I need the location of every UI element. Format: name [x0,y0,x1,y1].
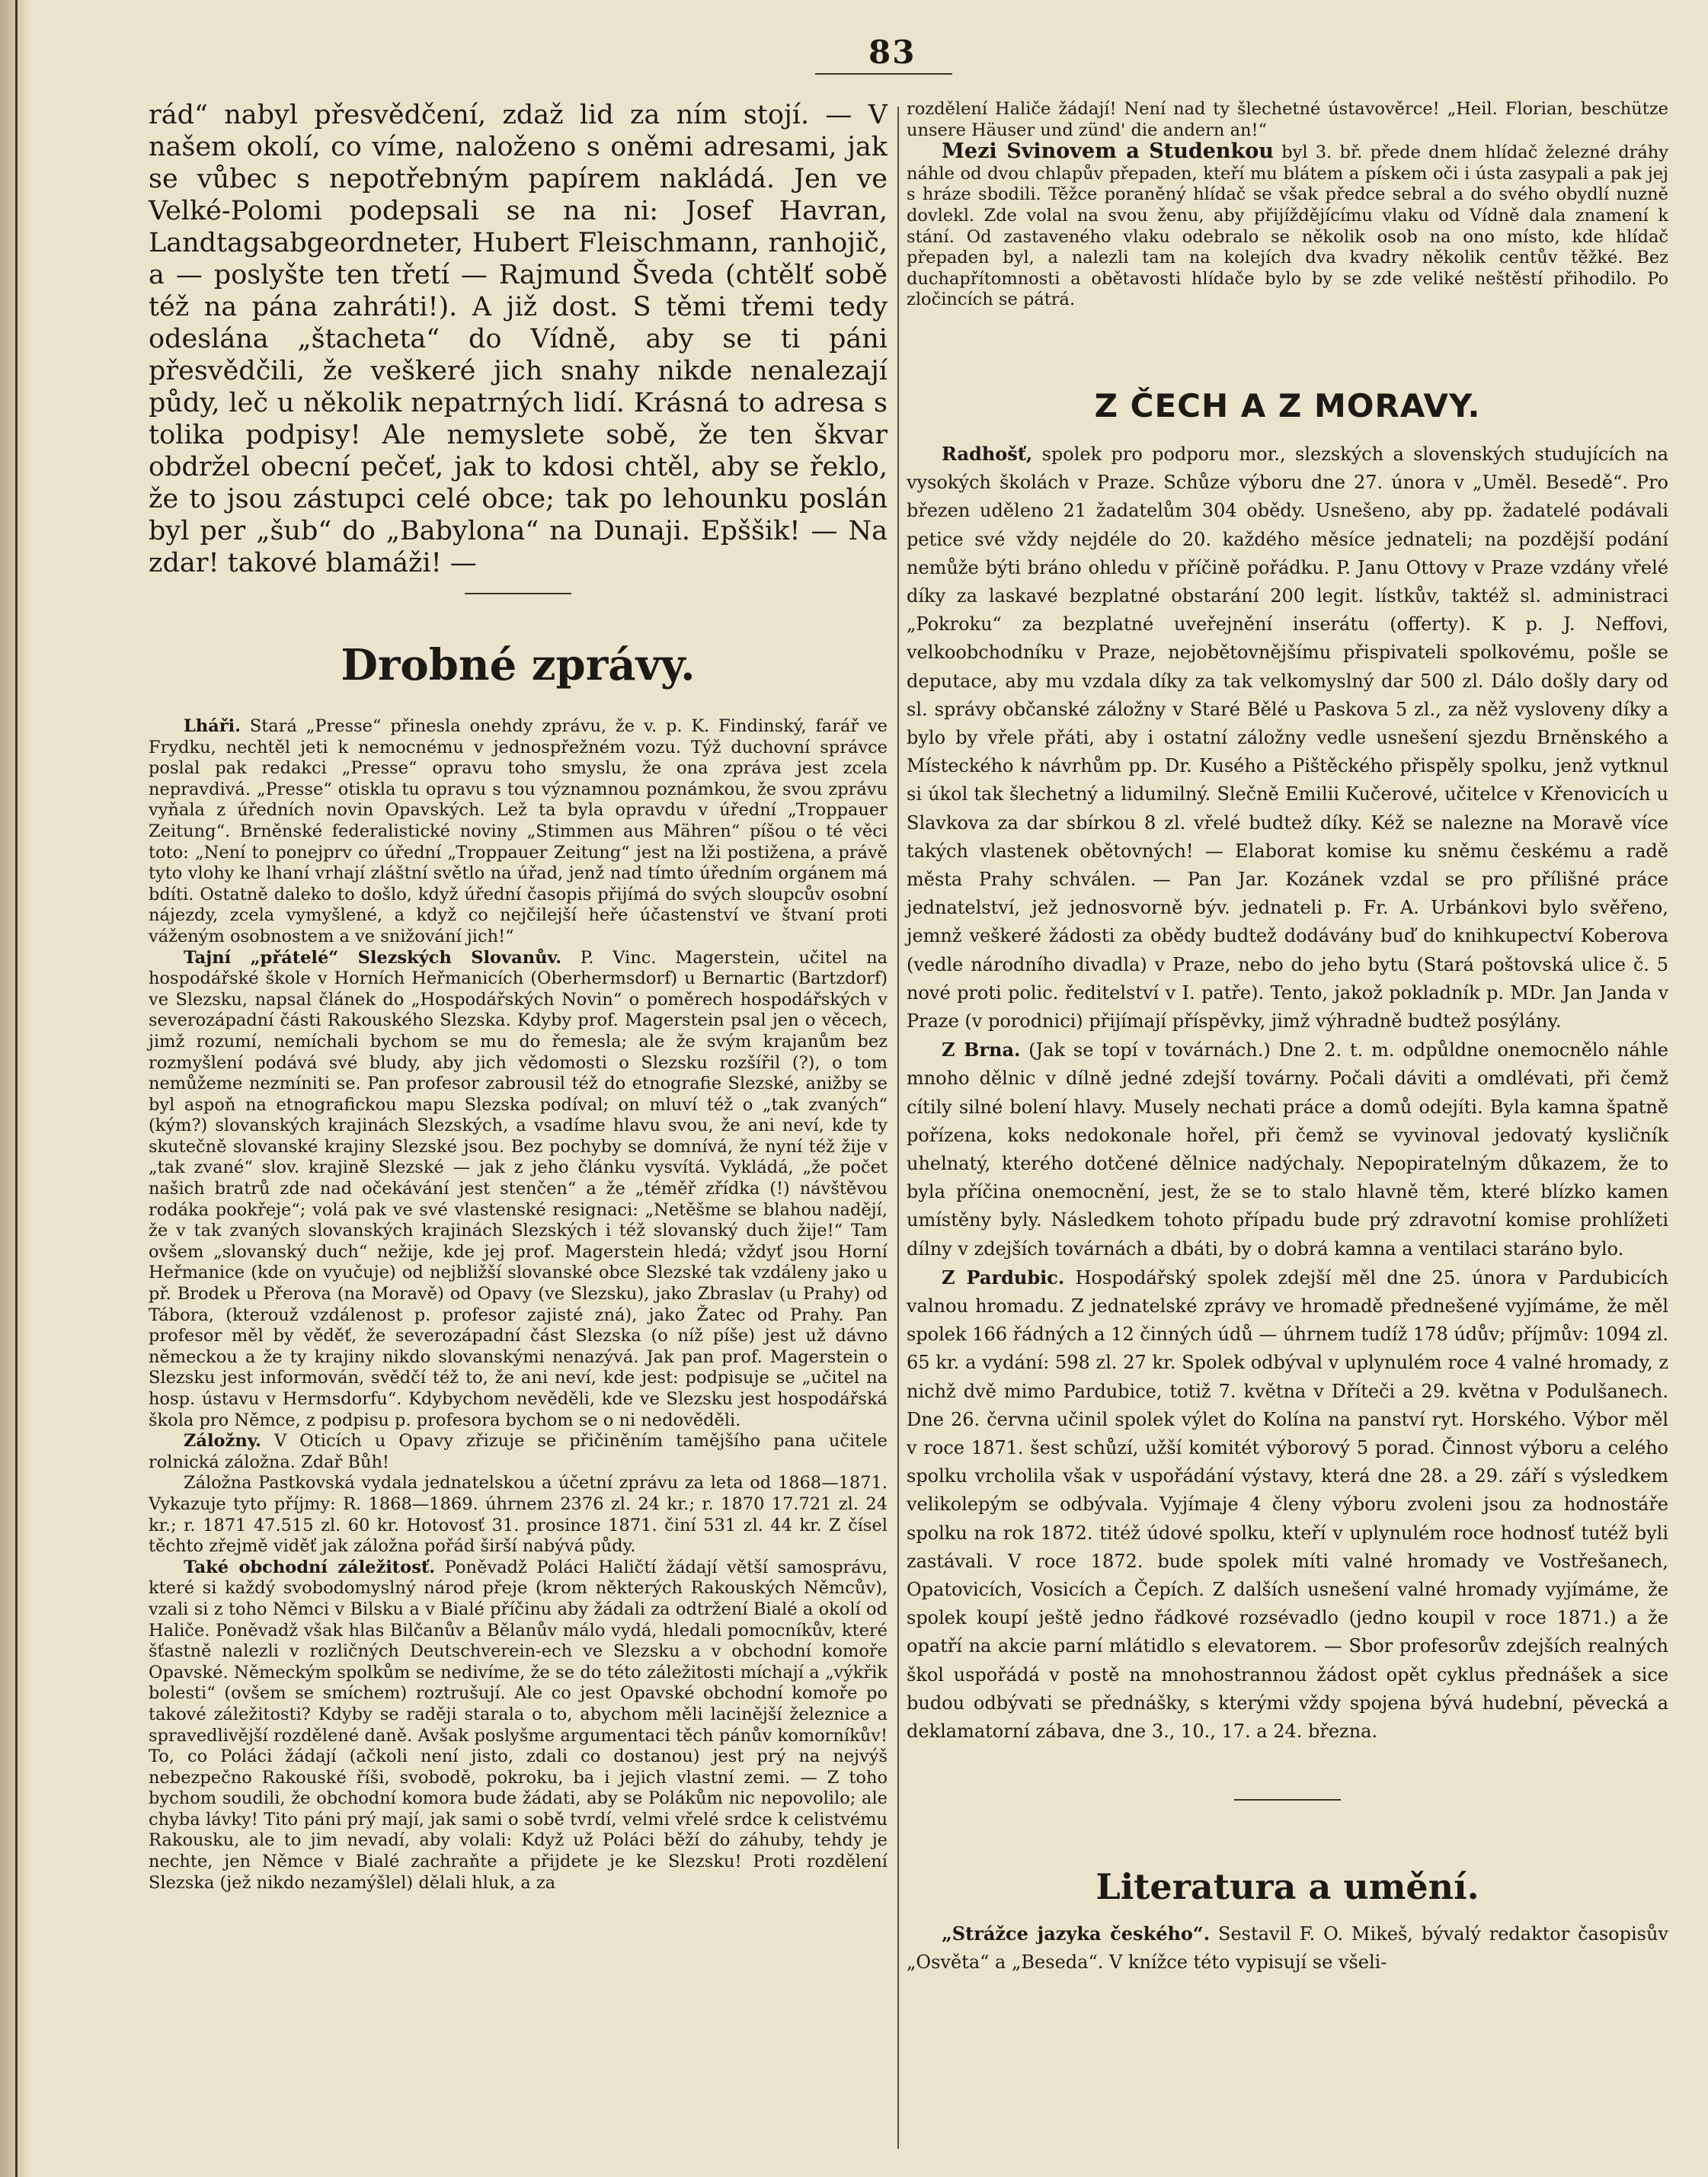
z-cech-body [907,440,1668,1746]
news-item-text: Hospodářský spolek zdejší měl dne 25. února v Pardubicích valnou hromadu. Z jednatelské zprávy ve hromadě přednešené vyjímáme, že měl spolek 166 řádných a 12 činných údů — úhrnem tudíž 178 údův; příjmův: 1094 zl. 65 kr. a vydání: 598 zl. 27 kr. Spolek odbýval v uplynulém roce 4 valné hromady, z nichž dvě mimo Pardubice, totiž 7. května v Dříteči a 29. května v Podulšanech. Dne 26. června učinil spolek výlet do Kolína na panství ryt. Horského. Výbor měl v roce 1871. šest schůzí, užší komitét výborový 5 porad. Činnost výboru a celého spolku vrcholila však v uspořádání výstavy, která dne 28. a 29. září s výsledkem velikolepým se odbývala. Vyjímaje 4 členy výboru zvoleni jsou za hodnostáře spolku na rok 1872. titéž údové spolku, kteří v uplynulém roce hodnosť tutéž byli zastávali. V roce 1872. bude spolek míti valné hromady ve Vostřešanech, Opatovicích, Vosicích a Čepích. Z dalších usnešení valné hromady vyjímáme, že spolek koupí ještě jedno řádkové rozsévadlo (jedno koupil v roce 1871.) a že opatří na akcie parní mlátidlo s elevatorem. — Sbor profesorův zdejších realných škol uspořádá v postě na mnohostrannou žádost opět cyklus přednášek a sice budou odbývati se přednášky, s kterými vždy spojena bývá hudební, pěvecká a deklamatorní zábava, dne 3., 10., 17. a 24. března. [907,1266,1668,1743]
section-heading-z-cech-a-z-moravy: Z ČECH A Z MORAVY. [1094,386,1481,424]
news-item-text: Stará „Presse“ přinesla onehdy zprávu, že v. p. K. Findinský, farář ve Frydku, nechtěl jeti k nemocnému v jednospřežném vozu. Týž duchovní správce poslal pak redakci „Presse“ opravu toho smyslu, že ona zpráva jest zcela nepravdivá. „Presse“ otiskla tu opravu s tou významnou poznámkou, že svou zprávu vyňala z úředních novin Opavských. Lež ta byla opravdu v úřední „Troppauer Zeitung“. Brněnské federalistické noviny „Stimmen aus Mähren“ píšou o té věci toto: „Není to ponejprv co úřední „Troppauer Zeitung“ jest na lži postižena, a právě tyto vlohy ke lhaní vrhají zláštní světlo na úřad, jenž nad tímto úředním orgánem má bdíti. Ostatně daleko to došlo, když úřední časopis přijímá do svých sloupcův osobní nájezdy, zcela vymyšlené, a když co nejčilejší heře účastenství ve štvaní proti váženým osobnostem a ve snižování jich!“ [149,716,888,946]
right-top-body [907,99,1668,311]
news-item-text: spolek pro podporu mor., slezských a slovenských studujících na vysokých školách v Praze. Schůze výboru dne 27. února v „Uměl. Besedě“. Pro březen uděleno 21 žadatelům 304 obědy. Usnešeno, aby pp. žadatelé podávali petice své vždy nejdéle do 20. každého měsíce jednateli; na pozdější podání nemůže býti bráno ohledu v příčině pořádku. P. Janu Ottovy v Praze vzdány vřelé díky za laskavé bezplatné obstarání 200 legit. lístkův, taktéž sl. administraci „Pokroku“ za bezplatné uveřejnění inserátu (offerty). K p. J. Neffovi, velkoobchodníku v Praze, nejobětovnějšímu přispivateli spolkovému, pošle se deputace, aby mu vzdala díky za tak velkomyslný dar 500 zl. Dálo došly dary od sl. správy občanské záložny v Staré Bělé u Paskova 5 zl., za něž vysloveny díky a bylo by vřele přáti, aby i ostatní záložny vedle usnešení sjezdu Brněnského a Místeckého k návrhům pp. Dr. Kusého a Pištěckého přispěly spolku, jenž vytknul si úkol tak šlechetný a lidumilný. Slečně Emilii Kučerové, učitelce v Křenovicích u Slavkova za dar sbírkou 8 zl. vřelé budtež díky. Kéž se nalezne na Moravě více takých vlastenek obětovných! — Elaborat komise ku sněmu českému a radě města Prahy schválen. — Pan Jar. Kozánek vzdal se pro přílišné práce jednatelství, jež jednosvorně býv. jednateli p. Fr. A. Urbánkovi bylo svěřeno, jemnž veškeré žádosti za obědy budtež dodávány buď do knihkupectví Koberova (vedle národního divadla) v Praze, nebo do jeho bytu (Stará poštovská ulice č. 5 nové proti polic. ředitelství v I. patře). Tento, jakož pokladník p. MDr. Jan Janda v Praze (v porodnici) přijímají příspěvky, jimž výhradně budtež posýlány. [907,443,1668,1032]
page-number: 83 [868,34,916,71]
news-item-lead: Tajní „přátelé“ Slezských Slovanův. [184,947,562,968]
column-divider [897,107,899,2149]
news-item-lead: Radhošť, [942,442,1033,465]
news-item-text: V Oticích u Opavy zřizuje se přičiněním tamějšího pana učitele rolnická záložna. Zdař Bůh! [149,1431,888,1472]
header-rule [815,73,952,75]
lit-item-lead: „Strážce jazyka českého“. [942,1922,1211,1945]
binding-rule [15,0,18,2177]
news-item-tajni-pratele [149,948,888,1432]
news-item-obchodni-zalezitost [149,1558,888,1894]
news-item-zalozny [149,1431,888,1473]
news-item-lead: Záložny. [184,1431,262,1452]
news-item-zalozna-pastkovska [149,1473,888,1557]
news-item-text: (Jak se topí v továrnách.) Dne 2. t. m. odpůldne onemocnělo náhle mnoho dělnic v dílně jedné zdejší továrny. Počali dáviti a omdlévati, při čemž cítily silné bolení hlavy. Musely nechati práce a domů odejíti. Byla kamna špatně pořízena, koks nedokonale hořel, při čemž se vyvinoval jedovatý kysličník uhelnatý, kterého dotčené dělnice nadýchaly. Nepopiratelným důkazem, že to byla příčina onemocnění, jest, že se to stalo hlavně těm, které blízko kamen umístěny byly. Následkem tohoto případu bude prý zdravotní komise prohlížeti dílny v zdejších továrnách a dbáti, by o dobrá kamna a ventilaci staráno bylo. [907,1039,1668,1260]
news-item-text: byl 3. bř. předе dnem hlídač železné dráhy náhle od dvou chlapův přepaden, kteří mu blátem a pískem oči i ústa zasypali a pak jej s hráze sbodili. Těžce poraněný hlídač se však předce sebral a do svého obydlí nuzně dovlekl. Zde volal na svou ženu, aby přijíždějícímu vlaku od Vídně dala znamení k stání. Od zastaveného vlaku odebralo se několik osob na ono místo, kde hlídač přepaden byl, a nalezli tam na kolejích dva kvadry několik centův těžké. Bez duchapřítomnosti a obětavosti hlídače bylo by se zde veliké neštěstí přihodilo. Po zločincích se pátrá. [907,142,1668,310]
lead-paragraph: rád“ nabyl přesvědčení, zdaž lid za ním stojí. — V našem okolí, co víme, naloženo s oněmi adresami, jak se vůbec s nepotřebným papírem nakládá. Jen ve Velké-Polomi podepsali se na ni: Josef Havran, Landtagsabgeordneter, Hubert Fleischmann, ranhojič, a — poslyšte ten třetí — Rajmund Šveda (chtělť sobě též na pána zahráti!). A již dost. S těmi třemi tedy odeslána „štacheta“ do Vídně, aby se ti páni přesvědčili, že veškeré jich snahy nikde nenalezají půdy, leč u několik nepatrných lidí. Krásná to adresa s tolika podpisy! Ale nemyslete sobě, že ten škvar obdržel obecní pečeť, jak to kdosi chtěl, aby se řeklo, že to jsou zástupci celé obce; tak po lehounku poslán byl per „šub“ do „Babylona“ na Dunaji. Epššik! — Na zdar! takové blamáži! — [149,100,888,578]
section-rule [465,593,571,594]
right-column [907,99,1668,1977]
news-item-z-brna [907,1036,1668,1263]
literatura-body [907,1919,1668,1977]
continuation-paragraph: rozdělení Haliče žádají! Není nad ty šlechetné ústavověrce! „Heil. Florian, beschütze unsere Häuser und zünd' die andern an!“ [907,99,1668,140]
section-heading-drobne-zpravy: Drobné zprávy. [341,640,696,690]
section-heading-literatura-a-umeni: Literatura a umění. [1095,1866,1479,1908]
lit-item-text: Sestavil F. O. Mikeš, bývalý redaktor časopisův „Osvěta“ a „Beseda“. V knížce této vypisují se všeli- [907,1923,1668,1974]
lit-item-strazce-jazyka [907,1919,1668,1977]
news-item-lead: Také obchodní záležitosť. [184,1557,436,1577]
news-item-svinov-studenka [907,141,1668,311]
news-item-lead: Lháři. [184,716,241,736]
news-item-z-pardubic [907,1263,1668,1746]
news-item-lead: Mezi Svinovem a Studenkou [942,139,1274,164]
news-item-lhari [149,716,888,948]
left-column [149,99,888,1894]
news-item-text: P. Vinc. Magerstein, učitel na hospodářské škole v Horních Heřmanicích (Oberhermsdorf) u Bernartic (Bartzdorf) ve Slezsku, napsal článek do „Hospodářských Novin“ o poměrech hospodářských v severozápadní části Rakouského Slezska. Kdyby prof. Magerstein psal jen o věcech, jimž rozumí, nemíchali bychom se mu do řemesla; ale že svým krajanům bez rozmyšlení podává své bludy, aby jich vědomosti o Slezsku rozšířil (?), o tom nemůžeme nezmíniti se. Pan profesor zabrousil též do etnografie Slezské, anižby se byl aspoň na etnografickou mapu Slezska podíval; on mluví též o „tak zvaných“ (kým?) slovanských krajinách Slezských, a vsadíme hlavu svou, že ani neví, kde ty skutečně slovanské krajiny Slezské jsou. Bez pochyby se domnívá, že nyní též žije v „tak zvané“ slov. krajině Slezské — jak z jeho článku vysvítá. Vykládá, „že počet našich bratrů zde nad očekávání jest stenčen“ a že „téměř zřídka (!) návštěvou rodáka pookřeje“; volá pak ve své vlastenské resignaci: „Netěšme se blahou nadějí, že v tak zvaných slovanských krajinách Slezských i též slovanský duch žije!“ Tam ovšem „slovanský duch“ nežije, kde jej prof. Magerstein hledá; vždyť jsou Horní Heřmanice (kde on vyučuje) od nejbližší slovanské obce Slezské tak vzdáleny jako u př. Brodek u Přerova (na Moravě) od Opavy (ve Slezsku), jako Zbraslav (u Prahy) od Tábora, (kterouž vzdálenost p. profesor zajisté zná), jako Žatec od Prahy. Pan profesor měl by věděť, že severozápadní část Slezska (o níž píše) jest už dávno německou a že ty krajiny nikdo slovanskými nenazývá. Jak pan prof. Magerstein o Slezsku jest informován, svědčí též to, že ani neví, kde jest: podpisuje se „učitel na hosp. ústavu v Hermsdorfu“. Kdybychom nevěděli, kde ve Slezsku jest hospodářská škola pro Němce, z podpisu p. profesora bychom se o ni nedověděli. [149,947,888,1430]
news-item-lead: Z Pardubic. [942,1266,1065,1289]
news-item-radhost [907,440,1668,1036]
news-item-lead: Z Brna. [942,1039,1021,1061]
news-item-text: Poněvadž Poláci Haličtí žádají větší samosprávu, které si každý svobodomyslný národ přeje (krom některých Rakouských Němcův), vzali si z toho Němci v Bilsku a v Bialé příčinu aby žádali za odtržení Bialé a okolí od Haliče. Poněvadž však hlas Bilčanův a Bělanův málo vydá, hledali pomocníkův, které šťastně nalezli v rozličných Deutschverein-ech ve Slezsku a v obchodní komoře Opavské. Německým spolkům se nedivíme, že se do této záležitosti míchají a „výkřik bolesti“ (ovšem se smíchem) roztrušují. Ale co jest Opavské obchodní komoře po takové záležitosti? Kdyby se raději starala o to, abychom měli lacinější železnice a spravedlivější rozdělené daně. Avšak poslyšme argumentaci těch pánův komorníkův! To, co Poláci žádají (ačkoli není jisto, zdali co dostanou) jest prý na nejvýš nebezpečno Rakouské říši, svobodě, pokroku, ba i jejich vlastní zemi. — Z toho bychom soudili, že obchodní komora bude žádati, aby se Polákům nic nepovolilo; ale chyba lávky! Tito páni prý mají, jak sami o sobě tvrdí, velmi vřelé srdce k celistvému Rakousku, ale to jim nevadí, aby volali: Když už Poláci běží do záhuby, tehdy je nechte, jen Němce v Bialé zachraňte a přijdete je ke Slezsku! Proti rozdělení Slezska (jež nikdo nezamýšlel) dělali hluk, a za [149,1557,888,1893]
drobne-zpravy-body [149,716,888,1894]
news-item-text: Záložna Pastkovská vydala jednatelskou a účetní zprávu za leta od 1868—1871. Vykazuje tyto příjmy: R. 1868—1869. úhrnem 2376 zl. 24 kr.; r. 1870 17.721 zl. 24 kr.; r. 1871 47.515 zl. 60 kr. Hotovosť 31. prosince 1871. činí 531 zl. 44 kr. Z čísel těchto zřejmě viděť jak záložna pořád širší nabývá půdy. [149,1473,888,1557]
section-rule [1234,1799,1341,1801]
